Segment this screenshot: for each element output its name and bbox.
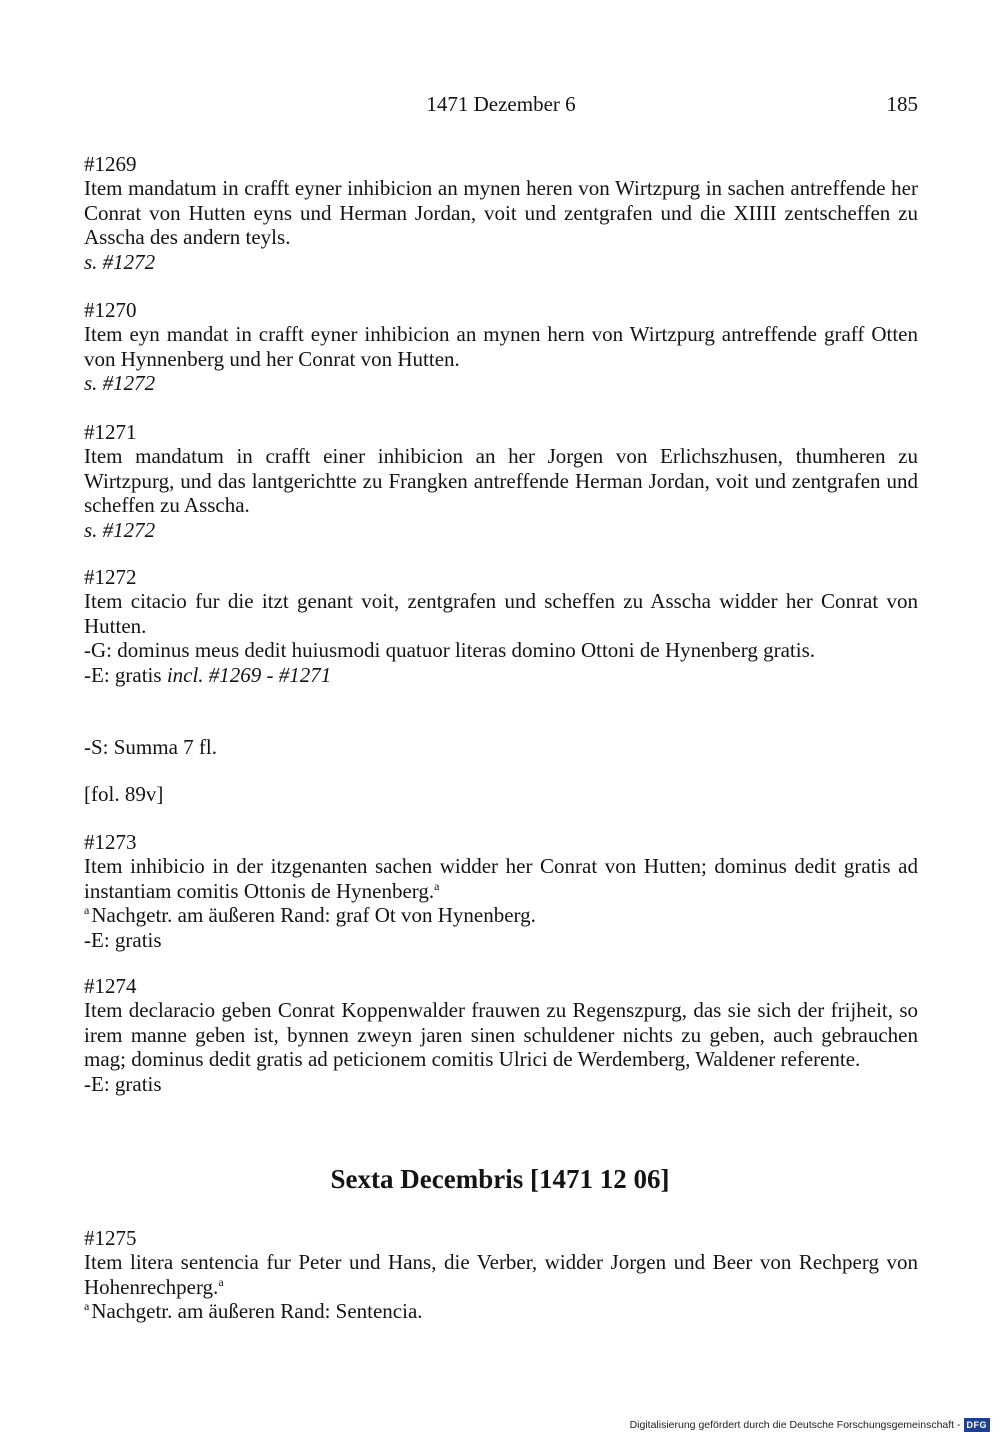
- entry-1272: [84, 565, 918, 687]
- dfg-logo: DFG: [964, 1418, 991, 1432]
- cross-reference: s. #1272: [84, 249, 156, 274]
- note-e-reference: incl. #1269 - #1271: [166, 662, 332, 687]
- footnote-lead-mark: a: [84, 1299, 90, 1314]
- entry-number: #1271: [84, 420, 137, 444]
- footnote-mark: a: [434, 878, 440, 893]
- footnote-lead-mark: a: [84, 903, 90, 918]
- entry-text: [84, 854, 918, 903]
- entry-text: Item eyn mandat in crafft eyner inhibicion an mynen hern von Wirtzpurg antreffende graff Otten von Hynnenberg und her Conrat von Hutten.: [84, 322, 918, 371]
- cross-reference: s. #1272: [84, 371, 156, 396]
- summa-line: -S: Summa 7 fl.: [84, 735, 218, 759]
- entry-1274: [84, 974, 918, 1096]
- footer-credit-text: Digitalisierung gefördert durch die Deutsche Forschungsgemeinschaft -: [629, 1419, 961, 1431]
- footer-credit: [630, 1418, 990, 1432]
- entry-text: Item citacio fur die itzt genant voit, zentgrafen und scheffen zu Asscha widder her Conrat von Hutten.: [84, 589, 918, 638]
- section-heading: Sexta Decembris [1471 12 06]: [330, 1164, 670, 1194]
- entry-number: #1274: [84, 974, 137, 998]
- folio-marker: [fol. 89v]: [84, 782, 164, 806]
- entry-number: #1273: [84, 830, 137, 854]
- note-g: -G: dominus meus dedit huiusmodi quatuor literas domino Ottoni de Hynenberg gratis.: [84, 638, 816, 663]
- note-e: [84, 663, 918, 687]
- footnote-text: Nachgetr. am äußeren Rand: Sentencia.: [91, 1299, 423, 1324]
- footnote: [84, 903, 918, 927]
- entry-text-body: Item litera sentencia fur Peter und Hans, die Verber, widder Jorgen und Beer von Rechperg von Hohenrechperg.: [84, 1250, 918, 1299]
- entry-text: [84, 1250, 918, 1299]
- entry-number: #1270: [84, 298, 137, 322]
- entry-1270: [84, 298, 918, 396]
- entry-1275: [84, 1226, 918, 1324]
- running-title: 1471 Dezember 6: [426, 92, 576, 116]
- entry-number: #1275: [84, 1226, 137, 1250]
- note-e: -E: gratis: [84, 1071, 162, 1096]
- page-number: 185: [886, 92, 918, 116]
- entry-1273: [84, 830, 918, 952]
- entry-1271: [84, 420, 918, 542]
- note-e-prefix: -E: gratis: [84, 662, 162, 687]
- entry-text-body: Item inhibicio in der itzgenanten sachen widder her Conrat von Hutten; dominus dedit gratis ad instantiam comitis Ottonis de Hynenberg.: [84, 854, 918, 903]
- running-header: [84, 92, 918, 122]
- entry-number: #1272: [84, 565, 137, 589]
- entry-1269: [84, 152, 918, 274]
- entry-text: Item mandatum in crafft einer inhibicion an her Jorgen von Erlichszhusen, thumheren zu Wirtzpurg, und das lantgerichtte zu Frangken antreffende Herman Jordan, voit und zentgrafen und scheffen zu Asscha.: [84, 444, 918, 518]
- footnote-text: Nachgetr. am äußeren Rand: graf Ot von Hynenberg.: [91, 903, 536, 928]
- cross-reference: s. #1272: [84, 517, 156, 542]
- entry-text: Item declaracio geben Conrat Koppenwalder frauwen zu Regenszpurg, das sie sich der frijheit, so irem manne geben ist, bynnen zweyn jaren sinen schuldener nichts zu geben, auch gebrauchen mag; dominus dedit gratis ad peticionem comitis Ulrici de Werdemberg, Waldener referente.: [84, 998, 918, 1072]
- note-e: -E: gratis: [84, 927, 162, 952]
- footnote: [84, 1299, 918, 1323]
- footnote-mark: a: [218, 1274, 224, 1289]
- entry-text: Item mandatum in crafft eyner inhibicion an mynen heren von Wirtzpurg in sachen antreffende her Conrat von Hutten eyns und Herman Jordan, voit und zentgrafen und die XIIII zentscheffen zu Asscha des andern teyls.: [84, 176, 918, 250]
- entry-number: #1269: [84, 152, 137, 176]
